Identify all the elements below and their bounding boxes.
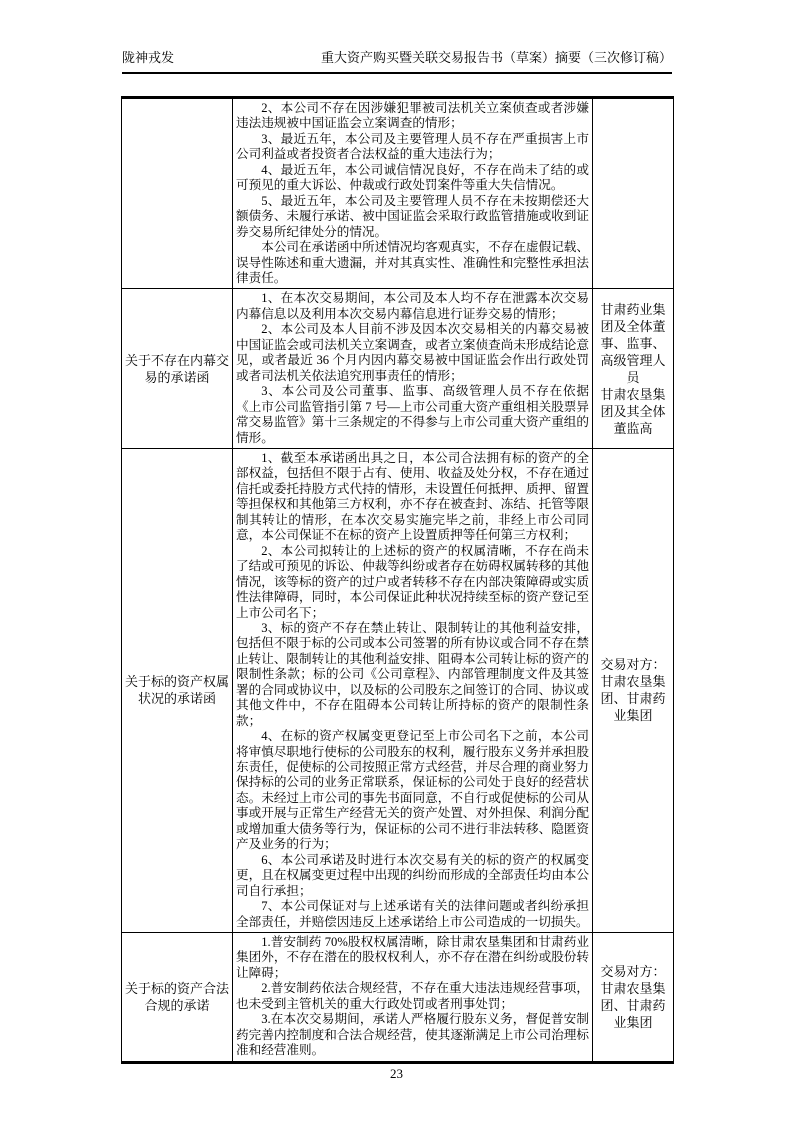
commitment-party: 甘肃农垦集团及其全体董监高 — [600, 386, 666, 436]
commitment-content-cell — [233, 289, 593, 449]
commitment-paragraph: 4、最近五年，本公司诚信情况良好，不存在尚未了结的或可预见的重大诉讼、仲裁或行政处罚案件等重大失信情况。 — [236, 162, 589, 193]
commitment-paragraph: 6、本公司承诺及时进行本次交易有关的标的资产的权属变更，且在权属变更过程中出现的纠纷而形成的全部责任均由本公司自行承担； — [236, 852, 589, 898]
commitment-name-cell: 关于不存在内幕交易的承诺函 — [122, 289, 233, 449]
table-row — [122, 289, 674, 449]
page-header — [122, 50, 672, 74]
page-footer — [0, 1066, 793, 1082]
commitment-party: 交易对方：甘肃农垦集团、甘肃药业集团 — [600, 963, 666, 1030]
table-row — [122, 448, 674, 932]
commitment-party: 交易对方：甘肃农垦集团、甘肃药业集团 — [600, 657, 666, 724]
commitment-party-cell — [593, 933, 674, 1063]
commitment-paragraph: 3、标的资产不存在禁止转让、限制转让的其他利益安排，包括但不限于标的公司或本公司签署的所有协议或合同不存在禁止转让、限制转让的其他利益安排、阻碍本公司转让标的资产的限制性条款；标的公司《公司章程》、内部管理制度文件及其签署的合同或协议中，以及标的公司股东之间签订的合同、协议或其他文件中，不存在阻碍本公司转让所持标的资产的限制性条款； — [236, 620, 589, 728]
table-row — [122, 98, 674, 289]
commitment-paragraph: 本公司在承诺函中所述情况均客观真实，不存在虚假记载、误导性陈述和重大遗漏，并对其真实性、准确性和完整性承担法律责任。 — [236, 240, 589, 285]
commitment-party: 甘肃药业集团及全体董事、监事、高级管理人员 — [600, 301, 666, 385]
commitment-paragraph: 2、本公司及本人目前不涉及因本次交易相关的内幕交易被中国证监会或司法机关立案调查，或者立案侦查尚未形成结论意见，或者最近 36 个月内因内幕交易被中国证监会作出行政处罚或者司法机关依法追究刑事责任的情形； — [236, 322, 589, 383]
commitment-paragraph: 2、本公司不存在因涉嫌犯罪被司法机关立案侦查或者涉嫌违法违规被中国证监会立案调查的情形； — [236, 101, 589, 131]
commitment-paragraph: 1、截至本承诺函出具之日，本公司合法拥有标的资产的全部权益，包括但不限于占有、使用、收益及处分权，不存在通过信托或委托持股方式代持的情形，未设置任何抵押、质押、留置等担保权和其他第三方权利，亦不存在被查封、冻结、托管等限制其转让的情形，在本次交易实施完毕之前，非经上市公司同意，本公司保证不在标的资产上设置质押等任何第三方权利； — [236, 450, 589, 543]
commitment-name-cell — [122, 98, 233, 289]
commitment-name-cell: 关于标的资产合法合规的承诺 — [122, 933, 233, 1063]
commitment-paragraph: 4、在标的资产权属变更登记至上市公司名下之前，本公司将审慎尽职地行使标的公司股东的权利，履行股东义务并承担股东责任，促使标的公司按照正常方式经营，并尽合理的商业努力保持标的公司的业务正常联系，保证标的公司处于良好的经营状态。未经过上市公司的事先书面同意，不自行或促使标的公司从事或开展与正常生产经营无关的资产处置、对外担保、利润分配或增加重大债务等行为，保证标的公司不进行非法转移、隐匿资产及业务的行为； — [236, 729, 589, 852]
commitment-name-cell: 关于标的资产权属状况的承诺函 — [122, 448, 233, 932]
commitment-content-cell — [233, 933, 593, 1063]
commitment-content-cell — [233, 98, 593, 289]
commitment-party-cell — [593, 448, 674, 932]
commitment-paragraph: 3.在本次交易期间，承诺人严格履行股东义务，督促普安制药完善内控制度和合法合规经营，使其逐渐满足上市公司治理标准和经营准则。 — [236, 1012, 589, 1058]
commitment-paragraph: 1、在本次交易期间，本公司及本人均不存在泄露本次交易内幕信息以及利用本次交易内幕信息进行证券交易的情形； — [236, 291, 589, 321]
commitment-party-cell — [593, 98, 674, 289]
commitment-paragraph: 3、本公司及公司董事、监事、高级管理人员不存在依据《上市公司监管指引第 7 号—上市公司重大资产重组相关股票异常交易监管》第十三条规定的不得参与上市公司重大资产重组的情形。 — [236, 384, 589, 445]
commitment-table — [121, 96, 674, 1064]
commitment-paragraph: 2、本公司拟转让的上述标的资产的权属清晰，不存在尚未了结或可预见的诉讼、仲裁等纠纷或者存在妨碍权属转移的其他情况，该等标的资产的过户或者转移不存在内部决策障碍或实质性法律障碍，同时，本公司保证此种状况持续至标的资产登记至上市公司名下； — [236, 543, 589, 620]
commitment-paragraph: 5、最近五年，本公司及主要管理人员不存在未按期偿还大额债务、未履行承诺、被中国证监会采取行政监管措施或收到证券交易所纪律处分的情况。 — [236, 193, 589, 239]
header-company-name: 陇神戎发 — [122, 50, 175, 65]
commitment-paragraph: 1.普安制药 70%股权权属清晰，除甘肃农垦集团和甘肃药业集团外，不存在潜在的股权权利人，亦不存在潜在纠纷或股份转让障碍； — [236, 935, 589, 980]
commitment-party-cell — [593, 289, 674, 449]
commitment-paragraph: 2.普安制药依法合规经营，不存在重大违法违规经营事项，也未受到主管机关的重大行政处罚或者刑事处罚； — [236, 981, 589, 1011]
page-number: 23 — [390, 1066, 403, 1081]
table-row — [122, 933, 674, 1063]
commitment-paragraph: 7、本公司保证对与上述承诺有关的法律问题或者纠纷承担全部责任，并赔偿因违反上述承诺给上市公司造成的一切损失。 — [236, 899, 589, 929]
commitment-paragraph: 3、最近五年，本公司及主要管理人员不存在严重损害上市公司利益或者投资者合法权益的重大违法行为； — [236, 131, 589, 162]
commitment-content-cell — [233, 448, 593, 932]
header-document-title: 重大资产购买暨关联交易报告书（草案）摘要（三次修订稿） — [320, 50, 672, 65]
